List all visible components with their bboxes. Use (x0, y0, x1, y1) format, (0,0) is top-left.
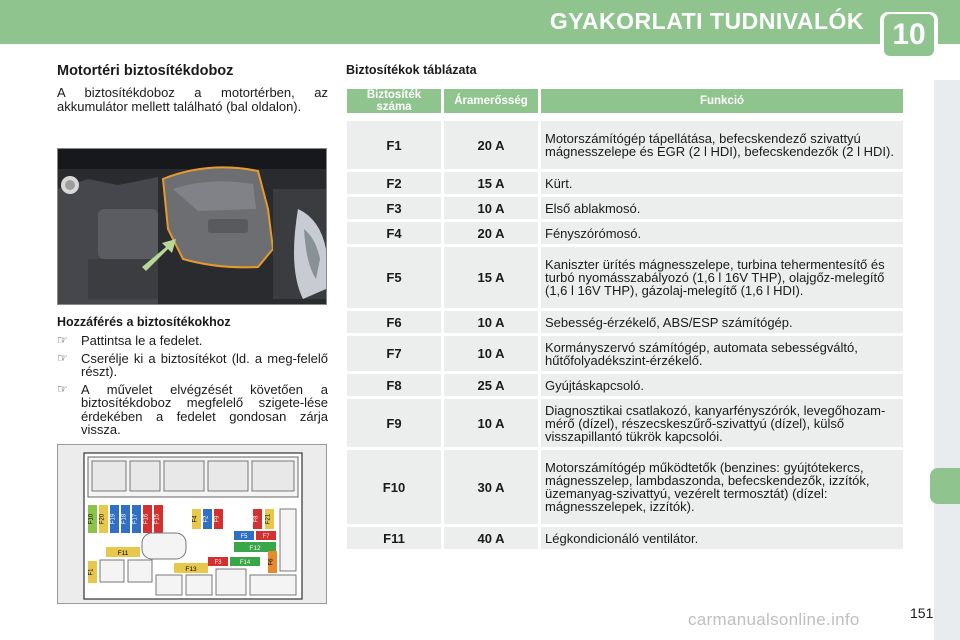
function-cell: Kürt. (541, 172, 903, 194)
function-cell: Diagnosztikai csatlakozó, kanyarfényszórók, levegőhozam-mérő (dízel), részecskeszűrő-szivattyú (dízel), külső visszapillantó tükrök kapcsolói. (541, 399, 903, 447)
fuse-number-cell: F10 (347, 450, 441, 524)
fuse-label: F9 (214, 515, 221, 523)
pointing-hand-icon: ☞ (57, 381, 68, 396)
step-text: Cserélje ki a biztosítékot (ld. a meg-felelő részt). (81, 350, 328, 379)
amperage-cell: 10 A (444, 336, 538, 371)
function-cell: Első ablakmosó. (541, 197, 903, 219)
access-steps (57, 334, 328, 441)
amperage-cell: 10 A (444, 197, 538, 219)
fuse-label: F20 (99, 513, 106, 525)
fuse-label: F12 (249, 545, 261, 552)
fuse-label: F14 (239, 560, 251, 566)
table-row (347, 527, 903, 549)
column-header-fuse-number: Biztosíték száma (347, 89, 441, 113)
fuse-label: F13 (185, 566, 197, 573)
engine-bay-illustration (58, 149, 327, 305)
fuse-number-cell: F3 (347, 197, 441, 219)
table-row (347, 450, 903, 524)
fuse-number-cell: F1 (347, 121, 441, 169)
step-item (57, 334, 328, 348)
fuse-label: F21 (265, 513, 272, 525)
amperage-cell: 40 A (444, 527, 538, 549)
amperage-cell: 20 A (444, 121, 538, 169)
function-cell: Motorszámítógép működtetők (benzines: gyújtótekercs, mágnesszelep, lambdaszonda, befecskendezők, izzítók, üzemanyag-szivattyú, vezérelt termosztát) (dízel: mágnesszelepek, izzítók). (541, 450, 903, 524)
amperage-cell: 15 A (444, 172, 538, 194)
page-title: GYAKORLATI TUDNIVALÓK (549, 8, 864, 34)
amperage-cell: 15 A (444, 247, 538, 308)
fuse-label: F5 (240, 534, 248, 540)
step-item (57, 383, 328, 437)
table-row (347, 399, 903, 447)
fuse-number-cell: F9 (347, 399, 441, 447)
fuse-label: F1 (88, 568, 95, 576)
fuse-number-cell: F7 (347, 336, 441, 371)
fuse-label: F11 (117, 550, 129, 557)
table-row (347, 374, 903, 396)
fuse-number-cell: F5 (347, 247, 441, 308)
access-title: Hozzáférés a biztosítékokhoz (57, 315, 231, 329)
function-cell: Sebesség-érzékelő, ABS/ESP számítógép. (541, 311, 903, 333)
function-cell: Motorszámítógép tápellátása, befecskendező szivattyú mágnesszelepe és EGR (2 l HDI), befecskendezők (2 l HDI). (541, 121, 903, 169)
side-stripe (934, 80, 960, 640)
function-cell: Fényszórómosó. (541, 222, 903, 244)
fuse-label: F19 (110, 513, 117, 525)
fuse-label: F16 (143, 513, 150, 525)
chapter-number: 10 (884, 14, 934, 56)
table-row (347, 197, 903, 219)
page-number: 151 (910, 605, 934, 621)
fuse-label: F18 (121, 513, 128, 525)
fuse-label: F7 (262, 534, 270, 540)
table-row (347, 336, 903, 371)
table-row (347, 172, 903, 194)
fuse-label: F4 (192, 515, 199, 523)
amperage-cell: 20 A (444, 222, 538, 244)
fuse-box-layout (58, 445, 328, 605)
pointing-hand-icon: ☞ (57, 333, 68, 347)
fuse-label: F10 (88, 513, 95, 525)
fuse-number-cell: F2 (347, 172, 441, 194)
fuse-label: F6 (268, 558, 275, 566)
fuse-label: F8 (253, 515, 260, 523)
table-row (347, 247, 903, 308)
watermark: carmanualsonline.info (688, 610, 860, 629)
amperage-cell: 30 A (444, 450, 538, 524)
step-text: A művelet elvégzését követően a biztosítékdoboz megfelelő szigete-lése érdekében a fedelet gondosan zárja vissza. (81, 381, 328, 437)
amperage-cell: 10 A (444, 311, 538, 333)
intro-text: A biztosítékdoboz a motortérben, az akkumulátor mellett található (bal oldalon). (57, 85, 328, 114)
engine-bay-photo (57, 148, 327, 305)
fuse-box-diagram (57, 444, 327, 604)
step-item (57, 352, 328, 379)
table-title: Biztosítékok táblázata (346, 63, 477, 77)
fuse-number-cell: F8 (347, 374, 441, 396)
fuse-label: F15 (154, 513, 161, 525)
fuse-label: F2 (203, 515, 210, 523)
chapter-thumb-tab[interactable] (930, 468, 960, 504)
column-header-amperage: Áramerősség (444, 89, 538, 113)
amperage-cell: 25 A (444, 374, 538, 396)
table-row (347, 121, 903, 169)
amperage-cell: 10 A (444, 399, 538, 447)
fuse-number-cell: F6 (347, 311, 441, 333)
fuse-label: F17 (132, 513, 139, 525)
table-row (347, 222, 903, 244)
fuse-table (344, 86, 906, 552)
fuse-number-cell: F11 (347, 527, 441, 549)
column-header-function: Funkció (541, 89, 903, 113)
function-cell: Légkondicionáló ventilátor. (541, 527, 903, 549)
function-cell: Gyújtáskapcsoló. (541, 374, 903, 396)
fuse-number-cell: F4 (347, 222, 441, 244)
fuse-label: F3 (214, 560, 222, 566)
step-text: Pattintsa le a fedelet. (81, 333, 203, 348)
function-cell: Kaniszter ürítés mágnesszelepe, turbina tehermentesítő és turbó nyomásszabályozó (1,6 l 16V THP), olajgőz-melegítő (1,6 l 16V THP), gázolaj-melegítő (1,6 l HDI). (541, 247, 903, 308)
table-row (347, 311, 903, 333)
section-title: Motortéri biztosítékdoboz (57, 63, 234, 79)
pointing-hand-icon: ☞ (57, 350, 68, 365)
function-cell: Kormányszervó számítógép, automata sebességváltó, hűtőfolyadékszint-érzékelő. (541, 336, 903, 371)
